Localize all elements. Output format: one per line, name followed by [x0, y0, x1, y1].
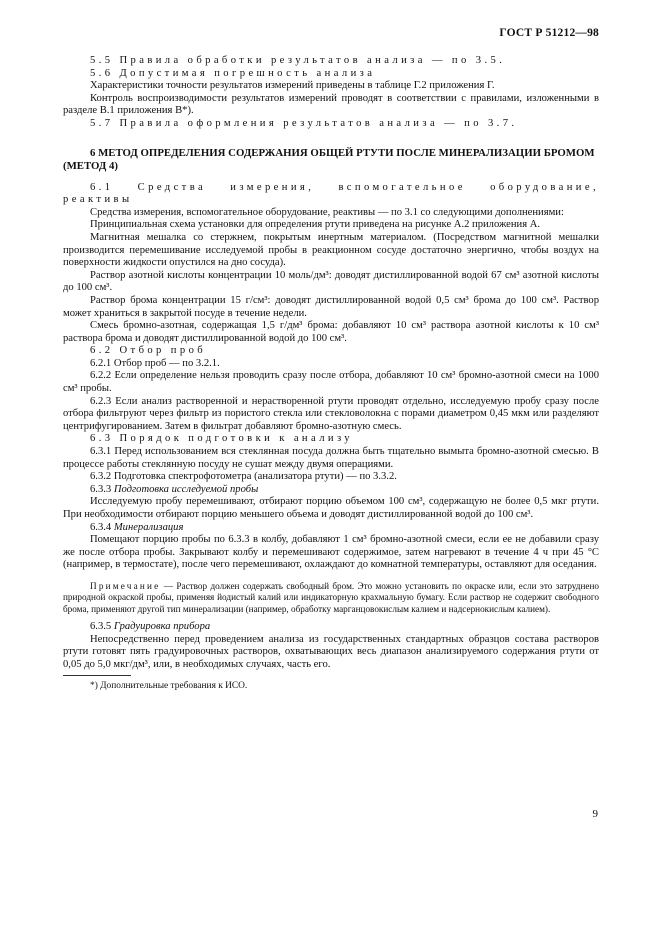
- clause-6-3-4-text: Помещают порцию пробы по 6.3.3 в колбу, добавляют 1 см³ бромно-азотной смеси, если ее не добавили сразу же после отбора пробы. Закрывают колбу и перемешивают содержимое, затем нагревают в течение 4 ч при 45 °С (например, в термостате), после чего перемешивают, охлаждают до комнатной температуры, оставляют для оседания.: [63, 534, 599, 571]
- clause-6-3-4-title: Минерализация: [113, 521, 184, 533]
- clause-6-3: 6.3 Порядок подготовки к анализу: [90, 433, 354, 445]
- standard-header: ГОСТ Р 51212—98: [499, 27, 599, 39]
- clause-6-3-5: [63, 621, 599, 634]
- clause-5-6-text-1: Характеристики точности результатов измерений приведены в таблице Г.2 приложения Г.: [90, 80, 495, 92]
- clause-6-1-text-4: Раствор азотной кислоты концентрации 10 моль/дм³: доводят дистиллированной водой 67 см³ азотной кислоты до 100 см³.: [63, 269, 599, 294]
- clause-6-3-5-number: 6.3.5: [90, 621, 112, 633]
- clause-5-6-text-2: Контроль воспроизводимости результатов измерений проводят в соответствии с правилами, изложенными в разделе В.1 приложения В*).: [63, 92, 599, 117]
- clause-6-2-2: 6.2.2 Если определение нельзя проводить сразу после отбора, добавляют 10 см³ бромно-азотной смеси на 1000 см³ пробы.: [63, 370, 599, 395]
- clause-5-7: 5.7 Правила оформления результатов анализа — по 3.7.: [90, 117, 518, 129]
- clause-6-3-3-number: 6.3.3: [90, 483, 112, 495]
- clause-6-1-text-3: Магнитная мешалка со стержнем, покрытым инертным материалом. (Посредством магнитной мешалки производится перемешивание исследуемой пробы в реакционном сосуде достаточно энергично, чтобы воздух на поверхности жидкости опустился на дно сосуда).: [63, 231, 599, 269]
- note-label: Примечание: [90, 580, 161, 591]
- clause-6-3-4: [63, 522, 599, 535]
- page-number: 9: [592, 808, 598, 820]
- clause-6-3-1: 6.3.1 Перед использованием вся стеклянная посуда должна быть тщательно вымыта бромно-азотной смесью. В процессе работы стеклянную посуду не сушат между двумя операциями.: [63, 446, 599, 470]
- clause-6-1-text-5: Раствор брома концентрации 15 г/см³: доводят дистиллированной водой 0,5 см³ брома до 100 см³. Раствор может храниться в закрытой посуде в течение недели.: [63, 294, 599, 319]
- clause-6-1-text-1: Средства измерения, вспомогательное оборудование, реактивы — по 3.1 со следующими дополнениями:: [90, 206, 564, 218]
- clause-6-1-text-6: Смесь бромно-азотная, содержащая 1,5 г/дм³ брома: добавляют 10 см³ раствора азотной кислоты к 10 см³ раствора брома и доводят дистиллированной водой до 100 см³.: [63, 320, 599, 344]
- clause-6-3-4-number: 6.3.4: [90, 521, 112, 533]
- footnote-separator: [63, 675, 131, 676]
- clause-6-3-5-title: Градуировка прибора: [113, 621, 211, 633]
- clause-6-2-3: 6.2.3 Если анализ растворенной и нерастворенной ртути проводят отдельно, исследуемую пробу сразу после отбора фильтруют через фильтр из пористого стекла или стекловолокна с порами диаметром 0,45 мкм или разделяют центрифугированием. Затем в фильтрат добавляют бромно-азотную смесь.: [63, 395, 599, 432]
- footnote: *) Дополнительные требования к ИСО.: [90, 680, 248, 691]
- clause-6-3-2: 6.3.2 Подготовка спектрофотометра (анализатора ртути) — по 3.3.2.: [90, 471, 397, 483]
- clause-5-5: 5.5 Правила обработки результатов анализа — по 3.5.: [90, 55, 506, 66]
- clause-6-3-3-text: Исследуемую пробу перемешивают, отбирают порцию объемом 100 см³, содержащую не более 0,5 мкг ртути. При необходимости отбирают порцию меньшего объема и доводят дистиллированной водой до 100 см³.: [63, 496, 599, 520]
- clause-6-2-1: 6.2.1 Отбор проб — по 3.2.1.: [90, 357, 220, 369]
- clause-5-6: 5.6 Допустимая погрешность анализа: [90, 67, 376, 79]
- clause-6-3-3-title: Подготовка исследуемой пробы: [113, 483, 259, 495]
- clause-6-1: 6.1 Средства измерения, вспомогательное оборудование, реактивы: [63, 181, 599, 206]
- clause-6-1-text-2: Принципиальная схема установки для определения ртути приведена на рисунке А.2 приложения А.: [90, 219, 541, 231]
- note: [63, 581, 599, 615]
- clause-6-3-5-text: Непосредственно перед проведением анализа из государственных стандартных образцов состава растворов ртути готовят пять градуировочных растворов, охватывающих весь диапазон анализируемого содержания ртути от 0,05 до 5,0 мкг/дм³, или, в необходимых случаях, часть его.: [63, 633, 599, 670]
- document-body: [63, 55, 599, 692]
- section-6-heading: 6 МЕТОД ОПРЕДЕЛЕНИЯ СОДЕРЖАНИЯ ОБЩЕЙ РТУТИ ПОСЛЕ МИНЕРАЛИЗАЦИИ БРОМОМ (МЕТОД 4): [63, 146, 595, 172]
- clause-6-2: 6.2 Отбор проб: [90, 345, 207, 357]
- note-text: — Раствор должен содержать свободный бром. Это можно установить по окраске или, если это затруднено природной окраской пробы, применяя йодистый калий или индикаторную крахмальную бумагу. Если раствор не содержит свободного брома, применяют другой тип минерализации (например, обработку марганцовокислым калием и надсернокислым калием).: [63, 580, 599, 614]
- clause-6-3-3: [63, 484, 599, 497]
